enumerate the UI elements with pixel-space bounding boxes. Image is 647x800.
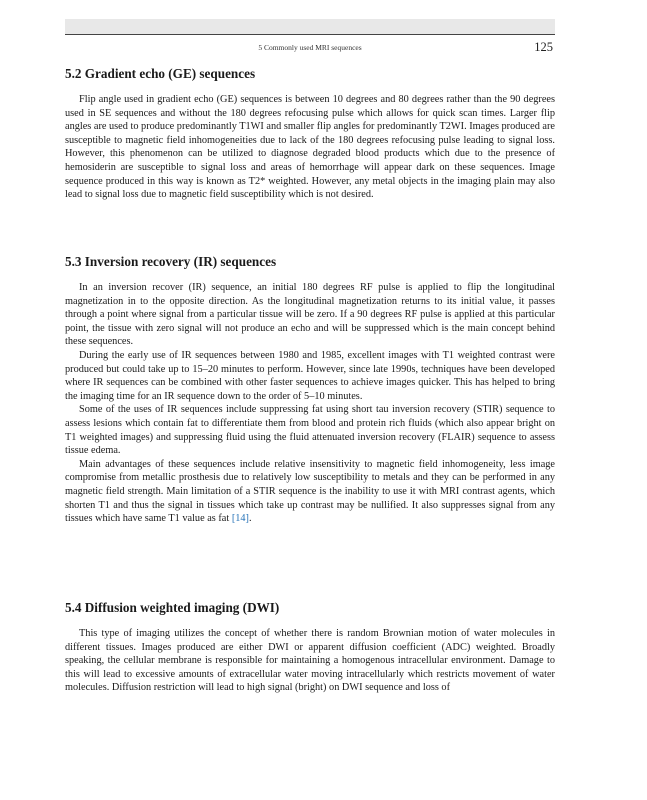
- section-heading: 5.4 Diffusion weighted imaging (DWI): [65, 600, 280, 615]
- paragraph: This type of imaging utilizes the concept of whether there is random Brownian motion of water molecules in different tissues. Images produced are either DWI or apparent diffusion coefficient (ADC) weighted. Broadly speaking, the cellular membrane is responsible for maintaining a homogenous intracellular environment. Damage to this will lead to excessive amounts of extracellular water moving intracellularly which restricts movement of water molecules. Diffusion restriction will lead to high signal (bright) on DWI sequence and loss of: [65, 628, 555, 694]
- section-heading: 5.2 Gradient echo (GE) sequences: [65, 66, 256, 81]
- page-content: [65, 60, 555, 800]
- page-top-band: [65, 19, 555, 34]
- paragraph-with-citation: [65, 458, 555, 526]
- paragraph: During the early use of IR sequences between 1980 and 1985, excellent images with T1 weighted contrast were produced but could take up to 15–20 minutes to perform. However, since late 1990s, techniques have been developed where IR sequences can be combined with other faster sequences to achieve images quicker. This has helped to bring the imaging time for an IR sequence down to the order of 5–10 minutes.: [65, 349, 555, 402]
- paragraph: Flip angle used in gradient echo (GE) sequences is between 10 degrees and 80 degrees rather than the 90 degrees used in SE sequences and without the 180 degrees refocusing pulse which allows for quick scan times. Larger flip angles are used to produce predominantly T1WI and smaller flip angles for predominantly T2WI. Images produced are susceptible to magnetic field inhomogeneities due to lack of the 180 degrees refocusing pulse leading to signal loss. However, this phenomenon can be utilized to diagnose degraded blood products which due to the presence of hemosiderin are susceptible to signal loss and areas of hemorrhage will appear dark on these sequences. Image sequence produced in this way is known as T2* weighted. However, any metal objects in the imaging plain may also lead to signal loss due to magnetic field susceptibility which is not desired.: [65, 94, 555, 201]
- section-diffusion-weighted: [65, 597, 555, 695]
- section-gradient-echo: [65, 63, 555, 202]
- paragraph: In an inversion recover (IR) sequence, an initial 180 degrees RF pulse is applied to flip the longitudinal magnetization in to the opposite direction. As the longitudinal magnetization returns to its initial value, it passes through a point where signal from a particular tissue will be zero. If a 90 degrees RF pulse is applied at this particular point, the tissue with zero signal will not produce an echo and will be suppressed which is the main concept behind these sequences.: [65, 282, 555, 348]
- paragraph-text: Main advantages of these sequences include relative insensitivity to magnetic field inhomogeneity, less image compromise from metallic prosthesis due to relatively low susceptibility to metals and they can be performed in any magnetic field strength. Main limitation of a STIR sequence is the inability to use it with MRI contrast agents, which shorten T1 and thus the signal in tissues which take up contrast may be nullified. It also suppresses signal from any tissues which have same T1 value as fat: [65, 458, 555, 525]
- citation-trailer: .: [248, 513, 252, 525]
- page-number: 125: [534, 40, 553, 54]
- section-body: [65, 281, 555, 526]
- section-heading: 5.3 Inversion recovery (IR) sequences: [65, 254, 277, 269]
- section-body: [65, 93, 555, 202]
- section-body: [65, 627, 555, 695]
- running-head: [65, 40, 555, 56]
- citation-link[interactable]: [14]: [231, 513, 249, 525]
- running-title: 5 Commonly used MRI sequences: [258, 43, 362, 52]
- header-rule: [65, 34, 555, 35]
- section-inversion-recovery: [65, 251, 555, 526]
- paragraph: Some of the uses of IR sequences include suppressing fat using short tau inversion recovery (STIR) sequence to assess lesions which contain fat to differentiate them from blood and protein rich fluids (which also appear bright on T1 weighted images) and suppressing fluid using the fluid attenuated inversion recovery (FLAIR) sequence to assess tissue edema.: [65, 404, 555, 457]
